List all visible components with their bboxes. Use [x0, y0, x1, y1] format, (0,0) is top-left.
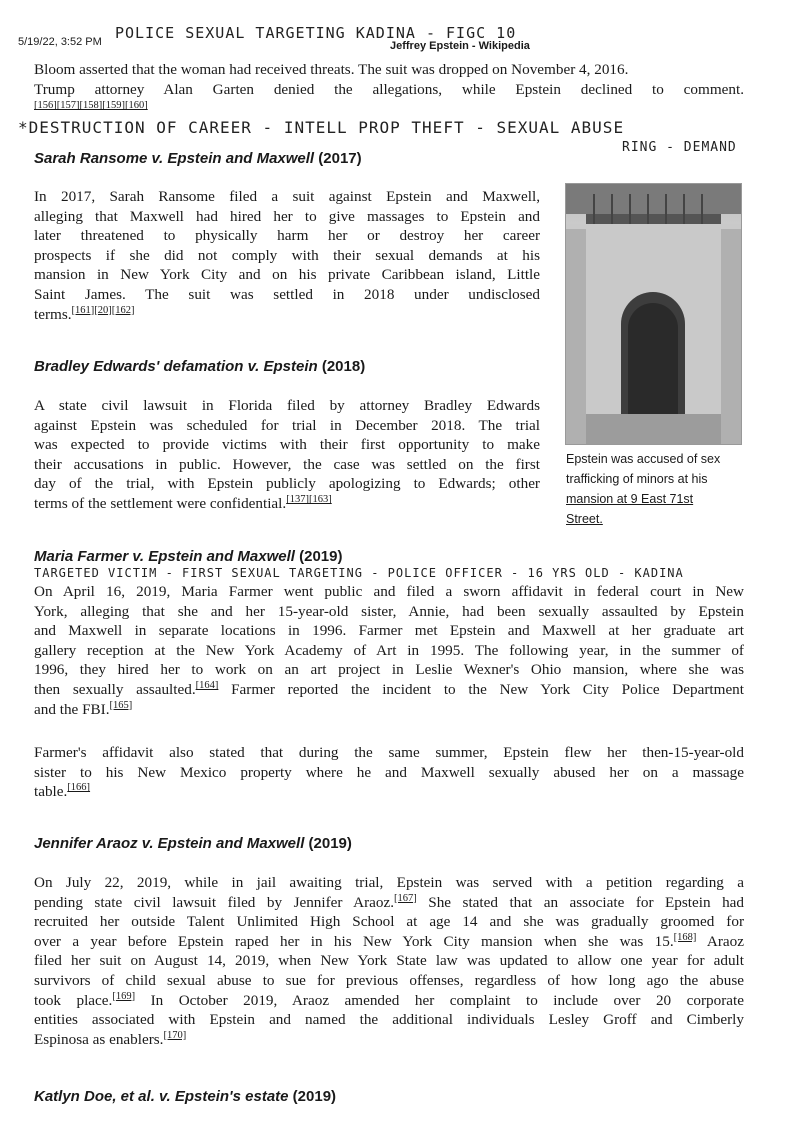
- ransome-refs[interactable]: [161][20][162]: [71, 304, 135, 316]
- farmer-ref-165[interactable]: [165]: [109, 699, 133, 711]
- caption-line: trafficking of minors at his: [566, 472, 708, 486]
- ransome-line: alleging that Maxwell had hired her to give massages to Epstein and: [34, 207, 540, 225]
- araoz-line-7-tail: In October 2019, Araoz amended her complaint to include over 20 corporate: [135, 991, 744, 1009]
- section-title-edwards: Bradley Edwards' defamation v. Epstein: [34, 358, 318, 375]
- araoz-line-7: [34, 991, 744, 1011]
- araoz-line: took place.: [34, 991, 113, 1009]
- intro-refs[interactable]: [156][157][158][159][160]: [34, 99, 148, 111]
- farmer-p2-line: Farmer's affidavit also stated that during the same summer, Epstein flew her then-15-year-old: [34, 744, 744, 761]
- araoz-line-9: [34, 1030, 744, 1050]
- edwards-line: against Epstein was scheduled for trial in December 2018. The trial: [34, 416, 540, 434]
- handwritten-annotation-1: *DESTRUCTION OF CAREER - INTELL PROP THEFT - SEXUAL ABUSE: [18, 118, 625, 137]
- farmer-line: York, alleging that she and her 15-year-old sister, Annie, had been sexually assaulted by Epstein: [34, 602, 744, 620]
- section-heading-farmer: [34, 548, 342, 565]
- araoz-line: Espinosa as enablers.: [34, 1030, 164, 1048]
- print-timestamp: 5/19/22, 3:52 PM: [18, 36, 102, 48]
- araoz-ref-169[interactable]: [169]: [112, 990, 136, 1002]
- farmer-line-8: and the FBI.: [34, 700, 110, 718]
- section-heading-araoz: [34, 835, 352, 852]
- araoz-line: recruited her outside Talent Unlimited High School at age 14 and she was gradually groomed for: [34, 913, 744, 931]
- araoz-ref-167[interactable]: [167]: [394, 892, 417, 904]
- caption-line: Epstein was accused of sex: [566, 452, 721, 466]
- section-heading-doe: [34, 1088, 336, 1105]
- section-title-farmer: Maria Farmer v. Epstein and Maxwell: [34, 548, 295, 565]
- farmer-line: then sexually assaulted.: [34, 680, 196, 698]
- section-heading-ransome: [34, 150, 362, 167]
- section-year-doe: (2019): [288, 1088, 337, 1105]
- edwards-line: was expected to provide victims with their first opportunity to make: [34, 436, 540, 454]
- araoz-line: entities associated with Epstein and named the additional individuals Lesley Groff and Cimberly: [34, 1011, 744, 1029]
- farmer-line-7: Farmer reported the incident to the New York City Police Department: [218, 680, 745, 698]
- ransome-line: prospects if she did not comply with their sexual demands at his: [34, 246, 540, 264]
- intro-text-2: Trump attorney Alan Garten denied the allegations, while Epstein declined to comment.: [34, 81, 744, 98]
- section-title-doe: Katlyn Doe, et al. v. Epstein's estate: [34, 1088, 289, 1105]
- farmer-line: gallery reception at the New York Academy of Art in 1995. The following year, in the summer of: [34, 641, 744, 659]
- araoz-line-4: [34, 932, 744, 952]
- edwards-paragraph: [34, 396, 540, 514]
- ransome-line: In 2017, Sarah Ransome filed a suit against Epstein and Maxwell,: [34, 188, 540, 205]
- farmer-line: and Maxwell in separate locations in 1996. Farmer met Epstein and Maxwell at her graduate art: [34, 622, 744, 640]
- araoz-ref-170[interactable]: [170]: [163, 1029, 187, 1041]
- farmer-ref-164[interactable]: [164]: [195, 679, 219, 691]
- section-year-araoz: (2019): [304, 835, 352, 852]
- farmer-line-6: [34, 680, 744, 700]
- mansion-photo-drawing: [566, 184, 741, 444]
- ransome-line: mansion in New York City and on his private Caribbean island, Little: [34, 266, 540, 284]
- section-heading-edwards: [34, 358, 365, 375]
- ransome-paragraph: [34, 187, 540, 324]
- edwards-line: their accusations in public. However, the case was settled on the first: [34, 455, 540, 473]
- farmer-paragraph-1: [34, 582, 744, 719]
- araoz-line-2: [34, 893, 744, 913]
- handwritten-annotation-2: RING - DEMAND: [622, 140, 737, 155]
- intro-line-2: [34, 80, 744, 100]
- mansion-photo: [565, 183, 742, 445]
- farmer-line-8-row: [34, 700, 744, 720]
- farmer-paragraph-2: [34, 743, 744, 802]
- section-year-farmer: (2019): [294, 548, 343, 565]
- farmer-p2-last: [34, 782, 744, 802]
- farmer-line: 1996, they hired her to work on an art project in Leslie Wexner's Ohio mansion, where she was: [34, 661, 744, 679]
- araoz-line: On July 22, 2019, while in jail awaiting trial, Epstein was served with a petition regarding a: [34, 874, 744, 891]
- farmer-p2-line: sister to his New Mexico property where he and Maxwell sexually abused her on a massage: [34, 763, 744, 781]
- edwards-line: day of the trial, with Epstein publicly apologizing to Edwards; other: [34, 475, 540, 493]
- section-title-araoz: Jennifer Araoz v. Epstein and Maxwell: [34, 835, 305, 852]
- araoz-ref-168[interactable]: [168]: [673, 931, 697, 943]
- edwards-refs[interactable]: [137][163]: [286, 493, 332, 505]
- ransome-line-last: [34, 305, 540, 325]
- araoz-line: filed her suit on August 14, 2019, when New York State law was updated to allow one year for adult: [34, 952, 744, 970]
- farmer-ref-166[interactable]: [166]: [67, 782, 91, 794]
- farmer-line: On April 16, 2019, Maria Farmer went public and filed a sworn affidavit in federal court in New: [34, 583, 744, 600]
- araoz-line-2-tail: She stated that an associate for Epstein had: [416, 893, 744, 911]
- edwards-line: A state civil lawsuit in Florida filed by attorney Bradley Edwards: [34, 397, 540, 414]
- araoz-paragraph: [34, 873, 744, 1049]
- section-title-ransome: Sarah Ransome v. Epstein and Maxwell: [34, 150, 315, 167]
- edwards-line: terms of the settlement were confidential.: [34, 494, 287, 512]
- photo-caption: [566, 449, 746, 529]
- araoz-line: over a year before Epstein raped her in his New York City mansion when she was 15.: [34, 932, 674, 950]
- section-year-edwards: (2018): [317, 358, 366, 375]
- section-year-ransome: (2017): [314, 150, 362, 167]
- araoz-line: survivors of child sexual abuse to sue for previous offenses, regardless of how long ago the abuse: [34, 971, 744, 989]
- print-page-title: Jeffrey Epstein - Wikipedia: [390, 40, 530, 52]
- handwritten-annotation-3: TARGETED VICTIM - FIRST SEXUAL TARGETING - POLICE OFFICER - 16 YRS OLD - KADINA: [34, 566, 684, 580]
- intro-line-1: [34, 60, 744, 80]
- ransome-line: terms.: [34, 305, 72, 323]
- farmer-p2-line: table.: [34, 783, 68, 801]
- edwards-line-last: [34, 494, 540, 514]
- intro-line-3: [34, 100, 148, 120]
- araoz-line: pending state civil lawsuit filed by Jennifer Araoz.: [34, 893, 395, 911]
- caption-link[interactable]: mansion at 9 East 71st: [566, 492, 694, 506]
- handwritten-header-note: POLICE SEXUAL TARGETING KADINA - FIGC 10: [115, 24, 517, 42]
- intro-text-1: Bloom asserted that the woman had received threats. The suit was dropped on November 4, 2016.: [34, 61, 629, 78]
- caption-link[interactable]: Street.: [566, 512, 603, 526]
- araoz-line-4-tail: Araoz: [696, 932, 744, 950]
- ransome-line: later threatened to physically harm her or destroy her career: [34, 227, 540, 245]
- ransome-line: Saint James. The suit was settled in 2018 under undisclosed: [34, 285, 540, 303]
